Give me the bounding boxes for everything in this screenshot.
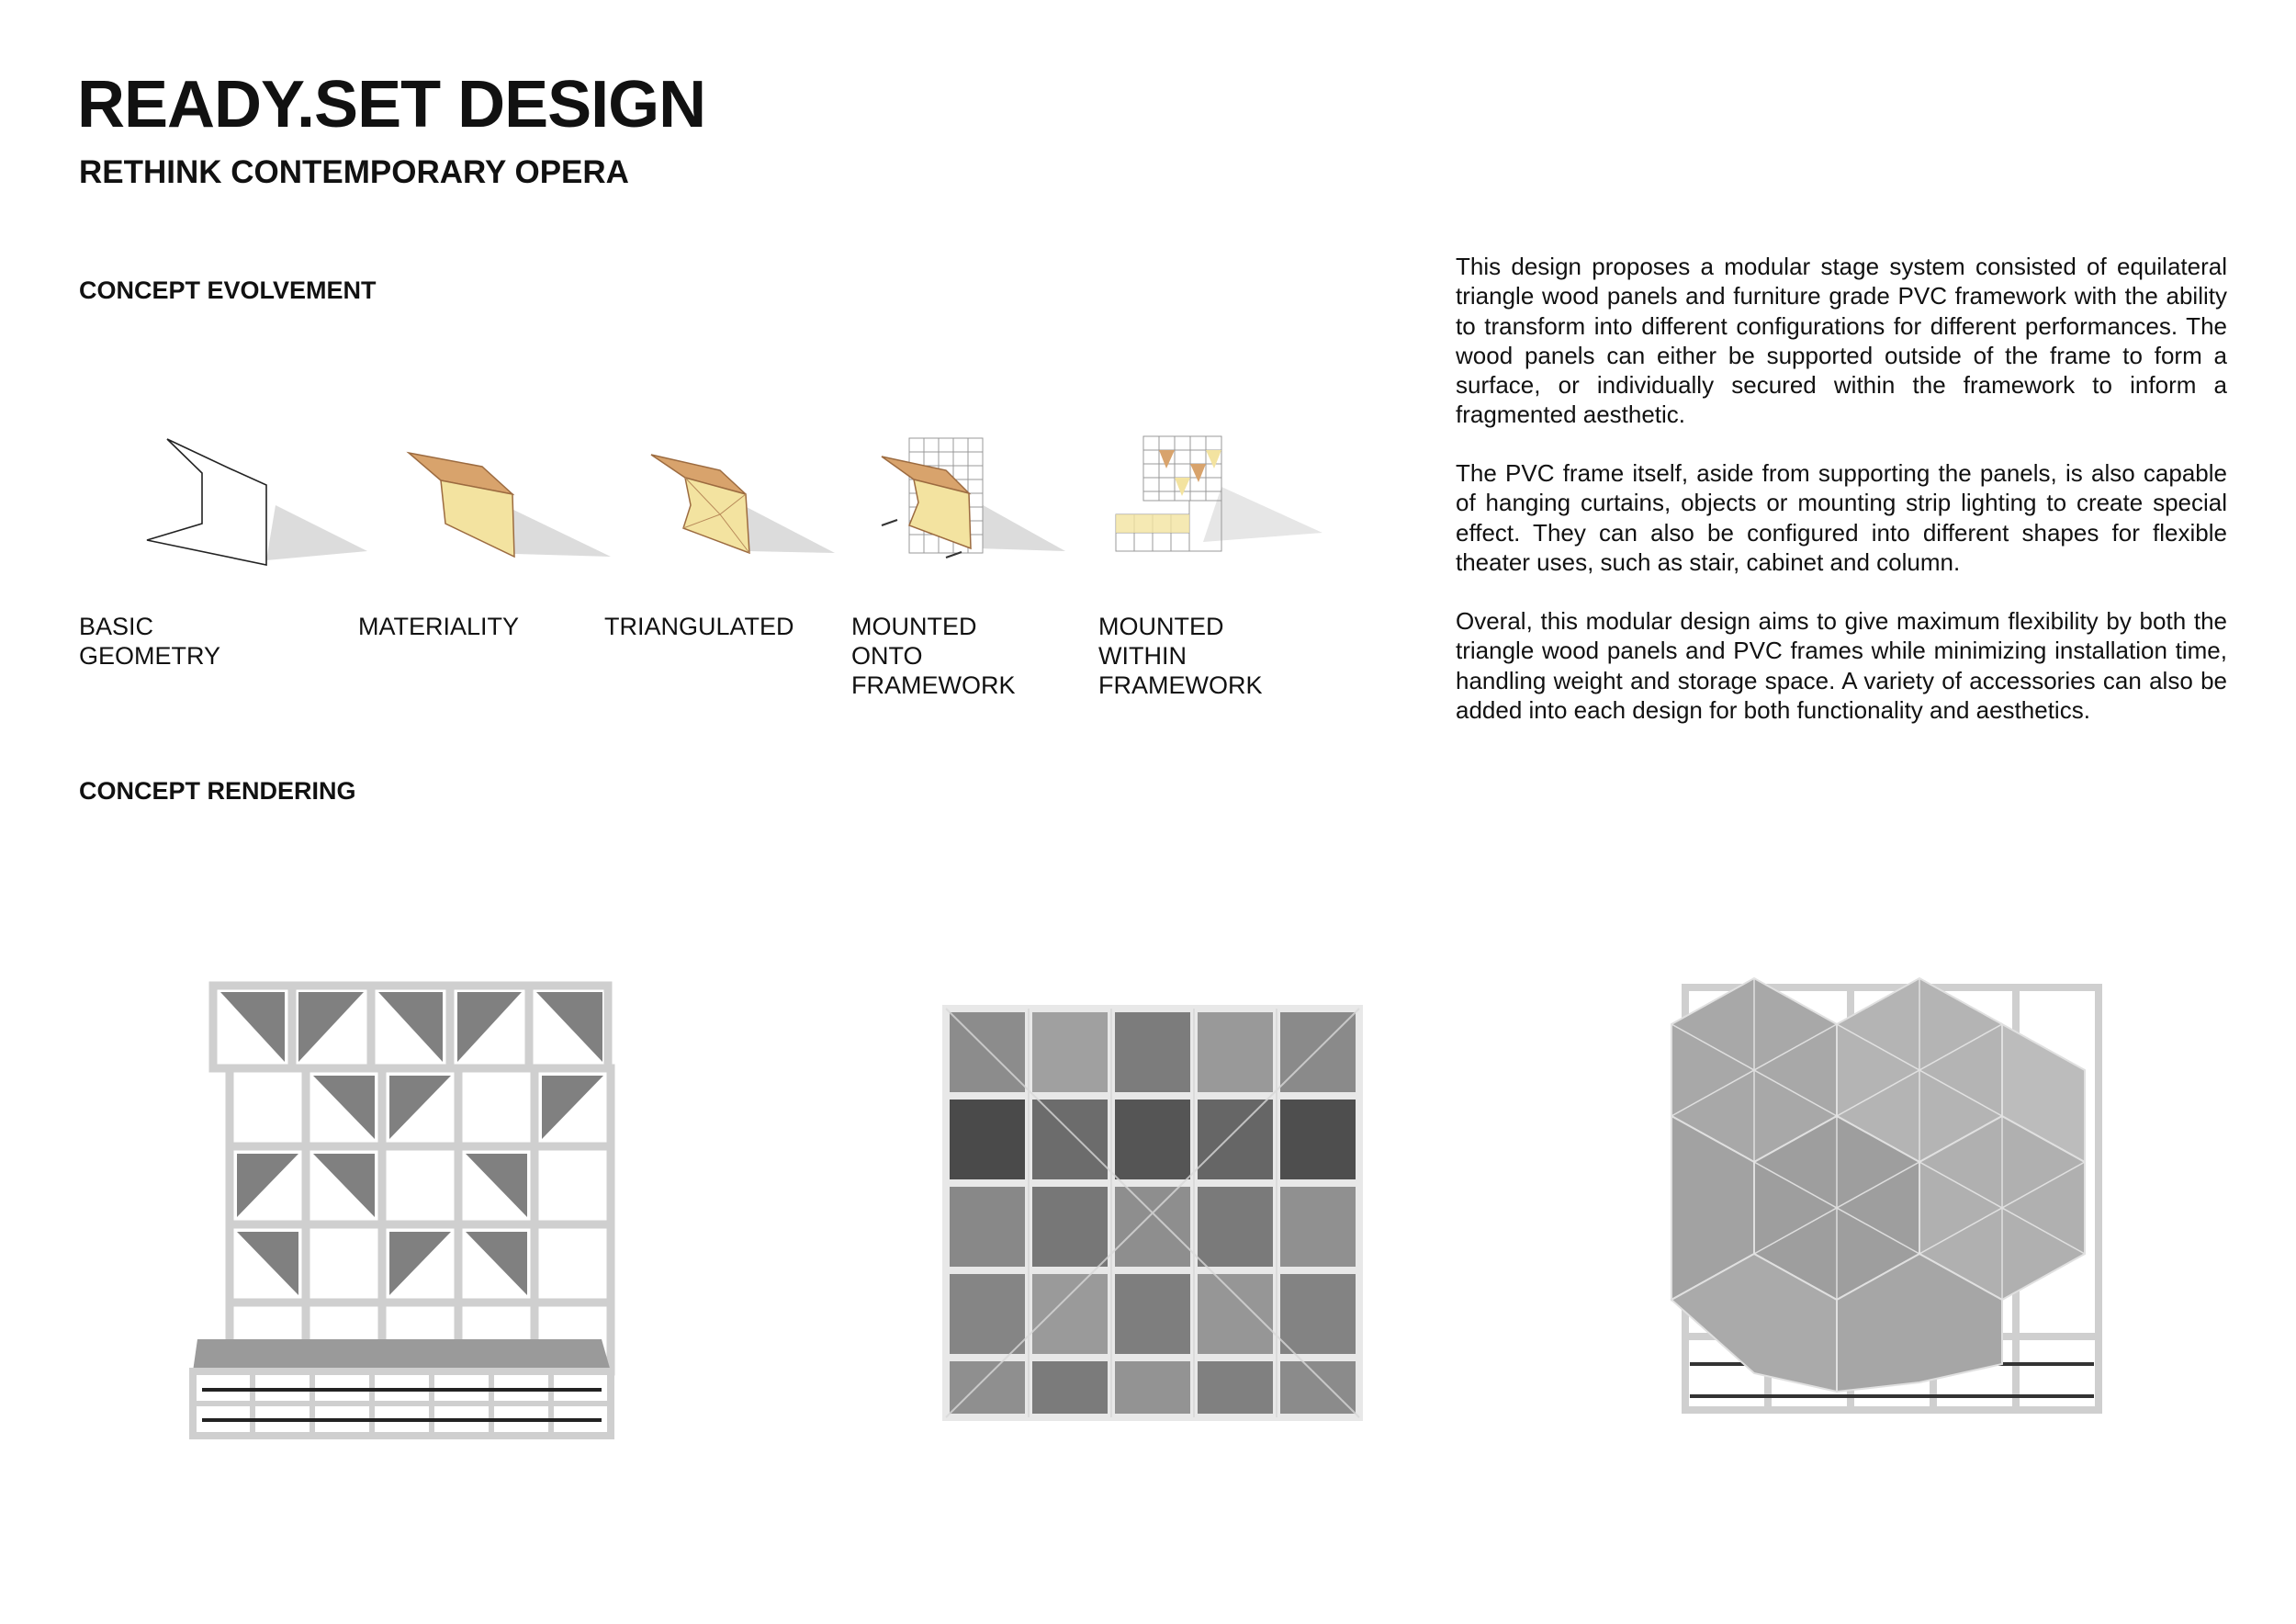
section-heading-rendering: CONCEPT RENDERING xyxy=(79,777,356,805)
mounted-within-framework-diagram xyxy=(1111,432,1332,570)
shadow-shape xyxy=(510,508,611,557)
triangulated-diagram xyxy=(647,450,867,570)
section-heading-evolvement: CONCEPT EVOLVEMENT xyxy=(79,276,377,304)
inset-panel xyxy=(1175,478,1190,496)
description-paragraph-2: The PVC frame itself, aside from supporting the panels, is also capable of hanging curtains, objects or mounting strip lighting to create special effect. They can also be configured into different shapes for flexible theater uses, such as stair, cabinet and column. xyxy=(1456,459,2227,576)
shadow-shape xyxy=(743,505,835,553)
step-label-triangulated: TRIANGULATED xyxy=(604,613,794,640)
floor-panels xyxy=(1116,514,1189,533)
description-paragraph-3: Overal, this modular design aims to give maximum flexibility by both the triangle wood panels and PVC frames while minimizing installation time, handling weight and storage space. A variety of accessories can also be added into each design for both functionality and aesthetics. xyxy=(1456,607,2227,724)
mounted-onto-framework-diagram xyxy=(877,434,1097,571)
rendering-panel-wall xyxy=(937,999,1378,1431)
step-label-mounted-onto-framework: MOUNTED ONTO FRAMEWORK xyxy=(851,613,1016,699)
materiality-diagram xyxy=(404,448,625,568)
inset-panel xyxy=(1159,450,1175,468)
geometry-outline xyxy=(147,439,266,565)
shadow-shape xyxy=(978,502,1065,551)
shadow-shape xyxy=(266,505,367,560)
stage-platform xyxy=(193,1339,611,1436)
basic-geometry-diagram xyxy=(138,432,377,570)
step-label-basic-geometry: BASIC GEOMETRY xyxy=(79,613,221,670)
rendering-stage-wall xyxy=(193,981,634,1440)
inset-panel xyxy=(1190,464,1206,482)
inset-panel xyxy=(1206,450,1221,468)
description-paragraph-1: This design proposes a modular stage system consisted of equilateral triangle wood panels and furniture grade PVC framework with the ability to transform into different configurations for different performances. The wood panels can either be supported outside of the frame to form a surface, or individually secured within the framework to inform a fragmented aesthetic. xyxy=(1456,253,2227,429)
page-title: READY.SET DESIGN xyxy=(77,68,706,141)
bracket-line xyxy=(882,520,897,525)
step-label-materiality: MATERIALITY xyxy=(358,613,520,640)
rendering-hex-surface xyxy=(1671,978,2112,1419)
step-label-mounted-within-framework: MOUNTED WITHIN FRAMEWORK xyxy=(1098,613,1263,699)
page-subtitle: RETHINK CONTEMPORARY OPERA xyxy=(79,154,629,190)
panel-front xyxy=(441,480,514,557)
